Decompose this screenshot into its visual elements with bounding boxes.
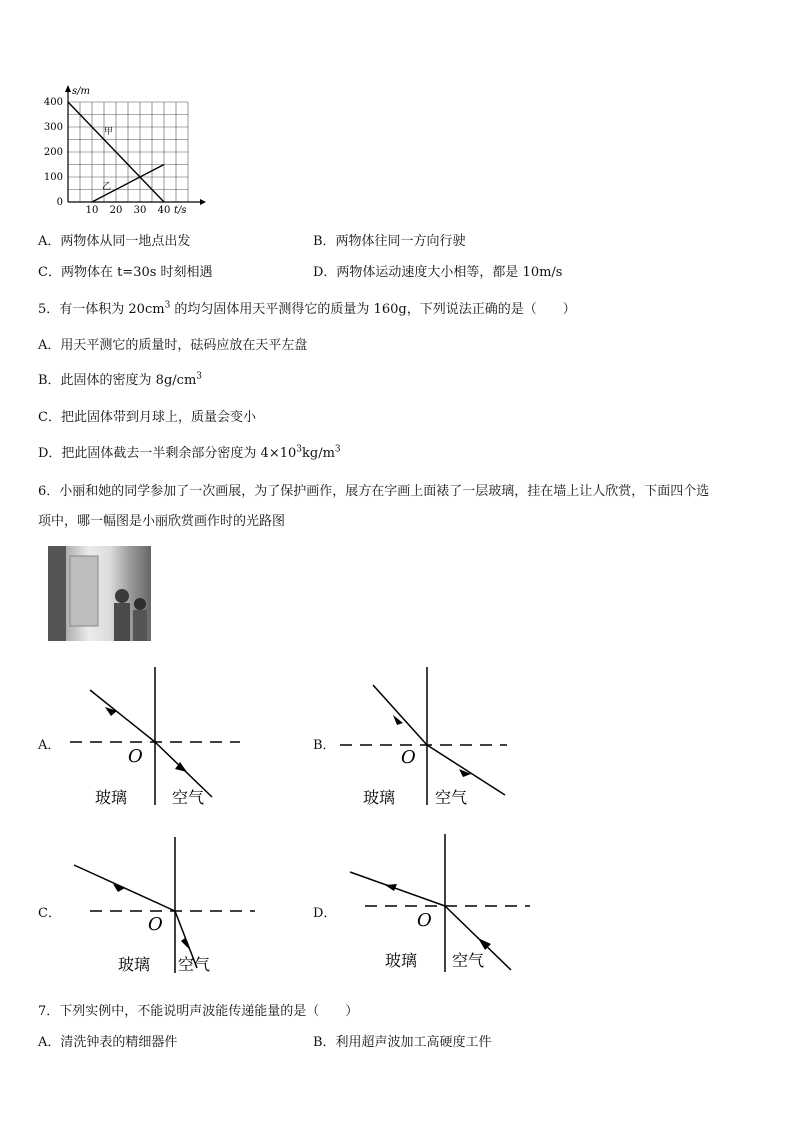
q5-stem-part: 的均匀固体用天平测得它的质量为 160g，下列说法正确的是（ ） <box>170 302 576 317</box>
q5-option-d-sup: 3 <box>334 444 341 455</box>
s-t-graph <box>28 82 208 222</box>
q5-option-c: C．把此固体带到月球上，质量会变小 <box>38 410 256 425</box>
gallery-photo-figures <box>48 546 151 641</box>
gallery-photo <box>48 546 151 641</box>
point-o: O <box>401 747 416 768</box>
point-o: O <box>417 910 432 931</box>
q6-option-c-label: C． <box>38 906 61 921</box>
diagram-b <box>335 665 515 810</box>
q6-stem-line2: 项中，哪一幅图是小丽欣赏画作时的光路图 <box>38 514 286 529</box>
diagram-d <box>345 832 535 974</box>
glass-label: 玻璃 <box>118 955 151 974</box>
q6-option-d-label: D． <box>313 906 337 921</box>
y-tick-400: 400 <box>43 97 63 108</box>
y-tick-300: 300 <box>43 122 63 133</box>
q4-option-d: D．两物体运动速度大小相等，都是 10m/s <box>313 265 563 280</box>
air-label: 空气 <box>178 955 211 974</box>
x-axis-label: t/s <box>174 205 187 216</box>
x-tick-20: 20 <box>109 205 123 216</box>
x-tick-40: 40 <box>157 205 171 216</box>
q7-option-a: A．清洗钟表的精细器件 <box>38 1035 178 1050</box>
q5-option-d-unit: kg/m <box>302 446 335 461</box>
q6-option-b-label: B． <box>313 738 336 753</box>
air-label: 空气 <box>435 788 468 807</box>
y-axis-label: s/m <box>72 86 90 97</box>
glass-label: 玻璃 <box>95 788 128 807</box>
x-tick-10: 10 <box>85 205 99 216</box>
q5-option-d-sup: 3 <box>296 444 302 455</box>
q5-stem <box>38 298 576 317</box>
diagram-a <box>60 665 250 810</box>
point-o: O <box>128 746 143 767</box>
line-label-jia: 甲 <box>104 127 114 137</box>
q4-option-c: C．两物体在 t=30s 时刻相遇 <box>38 265 213 280</box>
point-o: O <box>148 914 163 935</box>
diagram-c <box>60 835 260 975</box>
q5-option-d <box>38 442 341 461</box>
q5-option-a: A．用天平测它的质量时，砝码应放在天平左盘 <box>38 338 308 353</box>
y-tick-200: 200 <box>43 147 63 158</box>
q4-option-a: A．两物体从同一地点出发 <box>38 234 191 249</box>
q5-stem-part: 5．有一体积为 20cm <box>38 302 165 317</box>
q5-option-b-sup: 3 <box>196 371 203 382</box>
q5-option-b <box>38 369 202 388</box>
glass-label: 玻璃 <box>363 788 396 807</box>
air-label: 空气 <box>172 788 205 807</box>
q6-stem-line1: 6．小丽和她的同学参加了一次画展，为了保护画作，展方在字画上面裱了一层玻璃，挂在墙上让人欣赏，下面四个选 <box>38 484 710 499</box>
q4-option-b: B．两物体往同一方向行驶 <box>313 234 466 249</box>
q5-option-d-text: D．把此固体截去一半剩余部分密度为 4×10 <box>38 446 297 461</box>
q7-option-b: B．利用超声波加工高硬度工件 <box>313 1035 492 1050</box>
q5-option-b-text: B．此固体的密度为 8g/cm <box>38 373 197 388</box>
q5-stem-sup: 3 <box>164 300 171 311</box>
line-label-yi: 乙 <box>102 182 112 192</box>
y-tick-100: 100 <box>43 172 63 183</box>
q7-stem: 7．下列实例中，不能说明声波能传递能量的是（ ） <box>38 1004 359 1019</box>
x-tick-30: 30 <box>133 205 147 216</box>
air-label: 空气 <box>452 951 485 970</box>
q6-option-a-label: A． <box>38 738 61 753</box>
glass-label: 玻璃 <box>385 951 418 970</box>
y-tick-0: 0 <box>56 197 63 208</box>
